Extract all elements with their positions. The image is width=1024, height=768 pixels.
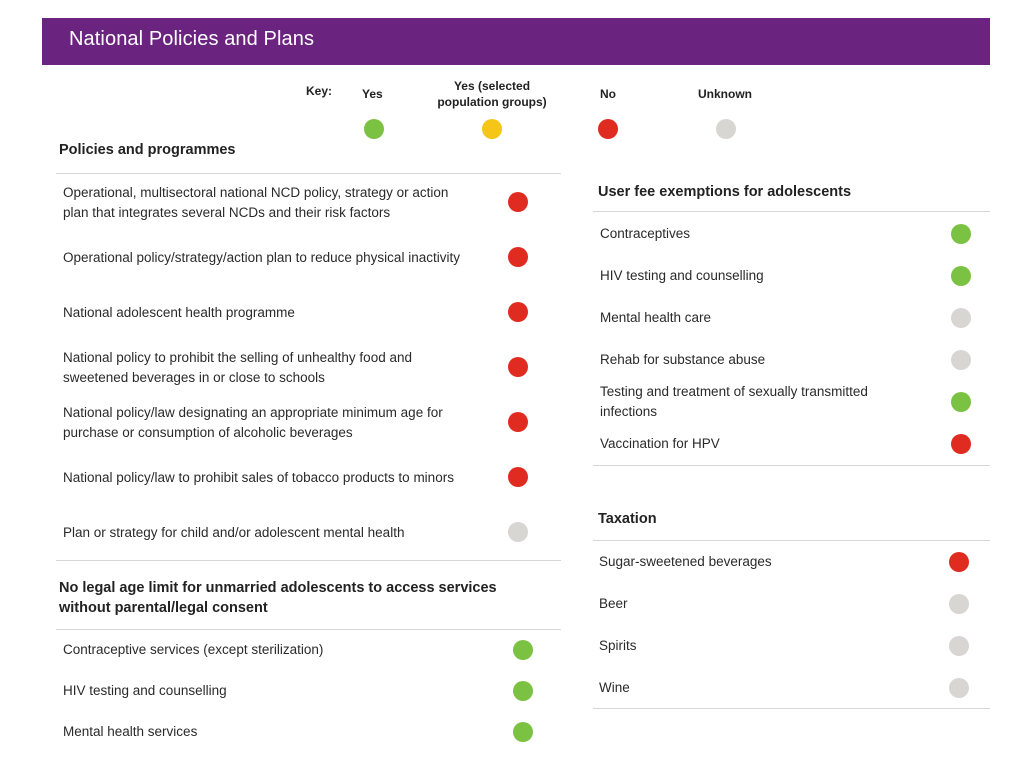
- policy-row-3-label: National adolescent health programme: [63, 305, 295, 320]
- key-no-label: No: [600, 87, 616, 101]
- tax-row-1-label: Sugar-sweetened beverages: [599, 554, 772, 569]
- fee-row-1-label: Contraceptives: [600, 226, 691, 241]
- legal-age-row-3-status-dot: [513, 722, 533, 742]
- taxation-bottom-divider: [593, 708, 990, 709]
- policy-row-7-status-dot: [508, 522, 528, 542]
- tax-row-3-label: Spirits: [599, 638, 637, 653]
- policy-row-6-status-dot: [508, 467, 528, 487]
- key-label: Key:: [306, 84, 333, 98]
- policy-row-6-label: National policy/law to prohibit sales of tobacco products to minors: [63, 470, 454, 485]
- fee-row-4-status-dot: [951, 350, 971, 370]
- policy-row-4-label: National policy to prohibit the selling of unhealthy food and sweetened beverages in or close to schools: [63, 350, 412, 385]
- key-no-dot: [598, 119, 618, 139]
- fee-row-4-label: Rehab for substance abuse: [600, 352, 766, 367]
- key-yes-dot: [364, 119, 384, 139]
- tax-row-2-status-dot: [949, 594, 969, 614]
- legal-age-row-1-status-dot: [513, 640, 533, 660]
- key-selected-label: [430, 78, 554, 110]
- fee-row-5-label: Testing and treatment of sexually transmitted infections: [600, 384, 868, 419]
- policy-row-2-status-dot: [508, 247, 528, 267]
- tax-row-2-label: Beer: [599, 596, 628, 611]
- taxation-section-title: Taxation: [598, 511, 657, 527]
- key-unknown-label: Unknown: [698, 87, 752, 101]
- policy-row-1-label: Operational, multisectoral national NCD policy, strategy or action plan that integrates several NCDs and their risk factors: [63, 185, 449, 220]
- page-title: National Policies and Plans: [69, 28, 315, 50]
- key-unknown-dot: [716, 119, 736, 139]
- key-selected-line2: population groups): [437, 95, 547, 109]
- tax-row-1-status-dot: [949, 552, 969, 572]
- taxation-divider: [593, 540, 990, 541]
- tax-row-3-status-dot: [949, 636, 969, 656]
- fee-row-1-status-dot: [951, 224, 971, 244]
- policy-row-7-label: Plan or strategy for child and/or adolescent mental health: [63, 525, 405, 540]
- legal-age-row-2-label: HIV testing and counselling: [63, 683, 227, 698]
- policy-row-3-status-dot: [508, 302, 528, 322]
- policy-row-5-status-dot: [508, 412, 528, 432]
- legal-age-row-3-label: Mental health services: [63, 724, 198, 739]
- policy-row-2-label: Operational policy/strategy/action plan to reduce physical inactivity: [63, 250, 460, 265]
- fee-exemptions-bottom-divider: [593, 465, 990, 466]
- legal-age-section-title: No legal age limit for unmarried adolescents to access services without parental/legal consent: [59, 580, 497, 616]
- legal-age-divider: [56, 629, 561, 630]
- key-yes-label: Yes: [362, 87, 383, 101]
- tax-row-4-status-dot: [949, 678, 969, 698]
- key-selected-line1: Yes (selected: [453, 79, 531, 93]
- fee-row-2-label: HIV testing and counselling: [600, 268, 764, 283]
- fee-row-5-status-dot: [951, 392, 971, 412]
- tax-row-4-label: Wine: [599, 680, 630, 695]
- policies-divider: [56, 173, 561, 174]
- policy-row-5-label: National policy/law designating an appropriate minimum age for purchase or consumption of alcoholic beverages: [63, 405, 443, 440]
- key-selected-dot: [482, 119, 502, 139]
- policy-row-4-status-dot: [508, 357, 528, 377]
- header-bar: [42, 18, 990, 65]
- fee-row-3-label: Mental health care: [600, 310, 712, 325]
- policy-row-1-status-dot: [508, 192, 528, 212]
- fee-row-3-status-dot: [951, 308, 971, 328]
- policies-bottom-divider: [56, 560, 561, 561]
- fee-exemptions-section-title: User fee exemptions for adolescents: [598, 184, 852, 200]
- fee-row-6-label: Vaccination for HPV: [600, 436, 720, 451]
- fee-row-6-status-dot: [951, 434, 971, 454]
- fee-row-2-status-dot: [951, 266, 971, 286]
- fee-exemptions-divider: [593, 211, 990, 212]
- legal-age-row-2-status-dot: [513, 681, 533, 701]
- policies-section-title: Policies and programmes: [59, 142, 236, 158]
- legal-age-row-1-label: Contraceptive services (except sterilization): [63, 642, 324, 657]
